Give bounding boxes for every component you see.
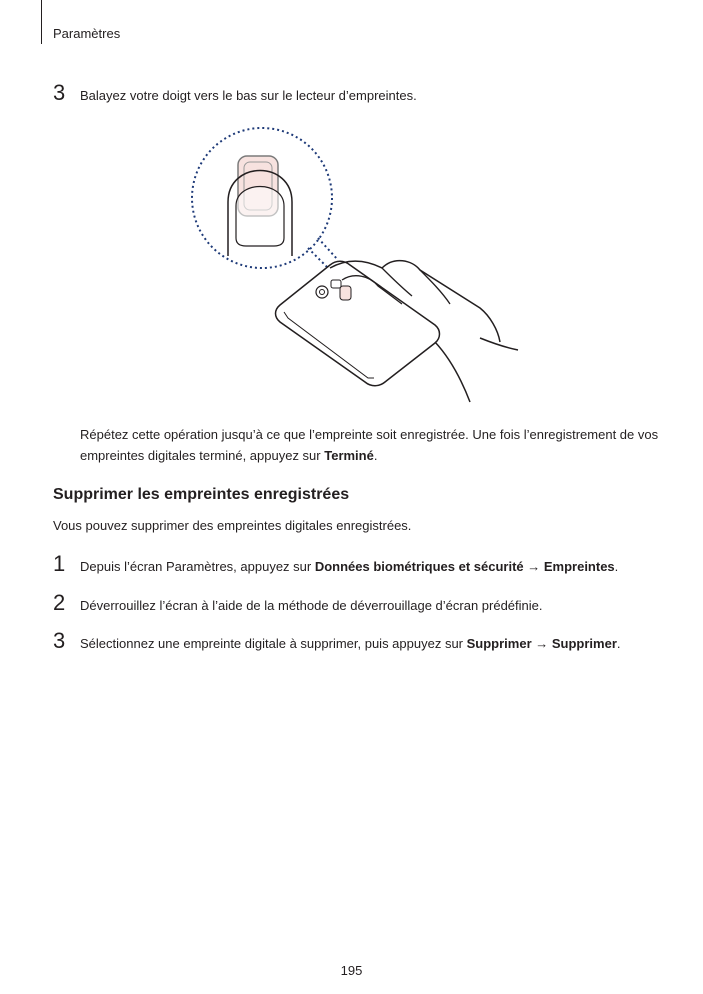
step-text-end: . [614,559,619,574]
step-text [80,559,618,576]
step-text: Balayez votre doigt vers le bas sur le lecteur d’empreintes. [80,88,417,103]
menu-biometrics: Données biométriques et sécurité [314,559,524,574]
arrow: → [523,559,544,574]
fingerprint-sensor [340,286,351,300]
step-number: 2 [53,590,66,615]
menu-fingerprints: Empreintes [543,559,615,574]
step-text-part: Sélectionnez une empreinte digitale à supprimer, puis appuyez sur [80,636,467,651]
step-text [80,636,621,653]
section-heading: Supprimer les empreintes enregistrées [53,486,350,503]
paragraph-text: Répétez cette opération jusqu’à ce que l’empreinte soit enregistrée. Une fois l’enregistrement de vos empreintes digitales terminé, appuyez sur [80,427,659,463]
step-3-delete [53,630,621,653]
step-3-swipe [53,82,417,105]
header-rule [41,0,42,44]
header-title: Paramètres [53,26,121,41]
fingerprint-swipe-illustration [180,120,520,410]
section-intro: Vous pouvez supprimer des empreintes digitales enregistrées. [53,518,412,533]
page-number: 195 [340,963,363,978]
arrow: → [531,636,552,651]
delete-label: Supprimer [466,636,532,651]
fingernail-zoomed [236,187,284,247]
step-text-part: Depuis l’écran Paramètres, appuyez sur [80,559,315,574]
pointer-line [318,238,338,260]
step-number: 3 [53,80,66,105]
step-number: 3 [53,628,66,653]
step-text-end: . [616,636,621,651]
step-number: 1 [53,551,66,576]
done-label: Terminé [324,448,374,463]
instruction-paragraph [80,424,660,466]
phone-body [276,261,440,386]
step-text: Déverrouillez l’écran à l’aide de la méthode de déverrouillage d’écran prédéfinie. [80,598,543,613]
step-1 [53,553,618,576]
paragraph-end: . [373,448,378,463]
delete-confirm-label: Supprimer [551,636,617,651]
step-2 [53,592,543,615]
wrist-outline [435,342,470,402]
